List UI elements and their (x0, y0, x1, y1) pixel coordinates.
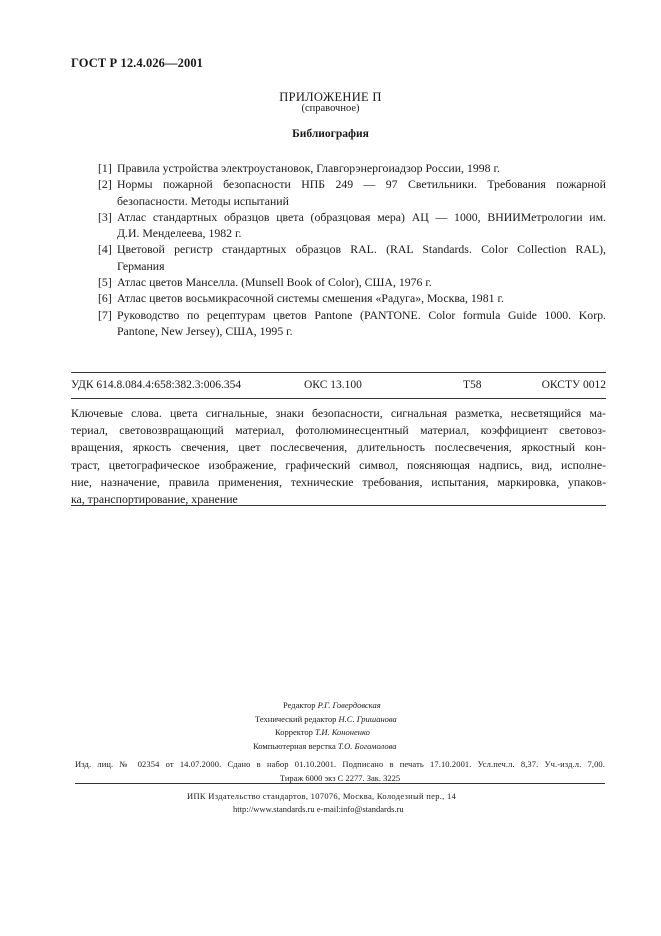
keywords-paragraph (71, 405, 606, 508)
bibliography-item (98, 176, 606, 209)
reference-line: Атлас стандартных образцов цвета (образцовая мера) АЦ — 1000, ВНИИМетрологии им. (117, 209, 606, 224)
standard-header: ГОСТ Р 12.4.026—2001 (71, 56, 204, 70)
reference-line: Нормы пожарной безопасности НПБ 249 — 97 Светильники. Требования пожарной (117, 177, 606, 192)
imprint-line: Тираж 6000 экз С 2277. Зак. 3225 (279, 772, 401, 783)
keywords-line: траст, цветографическое изображение, графический символ, поясняющая надпись, вид, исполне- (71, 457, 606, 472)
reference-text (117, 209, 606, 242)
credit-role: Редактор (283, 700, 316, 710)
reference-line: Цветовой регистр стандартных образцов RAL. (RAL Standards. Color Collection RAL), (117, 242, 606, 257)
publisher-address: ИПК Издательство стандартов, 107076, Москва, Колодезный пер., 14 (187, 791, 457, 801)
divider-bottom (71, 505, 606, 506)
keywords-line: ка, транспортирование, хранение (71, 492, 238, 507)
divider-middle (71, 398, 606, 399)
print-imprint (75, 758, 605, 785)
credit-tech-editor (255, 713, 397, 727)
credit-role: Компьютерная верстка (253, 741, 336, 752)
credit-editor (283, 699, 381, 713)
bibliography-item (98, 160, 606, 176)
reference-text (117, 290, 606, 306)
reference-number: [7] (98, 307, 112, 322)
reference-line: Правила устройства электроустановок, Главгорэнергоиадзор России, 1998 г. (117, 161, 500, 175)
reference-line: Pantone, New Jersey), США, 1995 г. (117, 323, 293, 338)
keywords-line: Ключевые слова. цвета сигнальные, знаки безопасности, сигнальная разметка, несветящийся ма- (71, 406, 606, 420)
reference-text (117, 241, 606, 274)
credit-role: Технический редактор (255, 713, 337, 724)
okstu-code: ОКСТУ 0012 (541, 379, 606, 391)
reference-text (117, 307, 606, 340)
reference-line: Д.И. Менделеева, 1982 г. (117, 226, 242, 241)
reference-line: Германия (117, 258, 165, 273)
divider-imprint (75, 783, 605, 784)
reference-line: Атлас цветов Манселла. (Munsell Book of Color), США, 1976 г. (117, 275, 432, 290)
bibliography-item (98, 274, 606, 290)
credit-name: Р.Г. Говердовская (317, 700, 381, 710)
reference-line: безопасности. Методы испытаний (117, 193, 289, 208)
reference-number: [6] (98, 291, 112, 306)
keywords-line: териал, световозвращающий материал, фотолюминесцентный материал, коэффициент световоз- (71, 423, 606, 438)
credit-role: Корректор (275, 727, 313, 738)
group-code: Т58 (463, 379, 482, 391)
bibliography-list (98, 160, 606, 339)
divider-top (71, 372, 606, 373)
reference-line: Атлас цветов восьмикрасочной системы смешения «Радуга», Москва, 1981 г. (117, 291, 504, 306)
reference-text (117, 274, 606, 290)
keywords-line: вращения, яркость свечения, цвет послесвечения, длительность послесвечения, яркостный кон- (71, 440, 606, 455)
credit-name: Т.И. Кононенко (315, 727, 370, 738)
reference-line: Руководство по рецептурам цветов Pantone (PANTONE. Color formula Guide 1000. Korp. (117, 307, 606, 322)
keywords-line: ние, назначение, правила применения, технические требования, испытания, маркировка, упаков- (71, 474, 606, 489)
credit-name: Т.О. Богомолова (337, 741, 397, 752)
reference-number: [3] (98, 209, 112, 224)
oks-code: ОКС 13.100 (304, 379, 362, 391)
classification-row (71, 379, 606, 395)
reference-text (117, 176, 606, 209)
bibliography-item (98, 241, 606, 274)
reference-number: [4] (98, 242, 112, 257)
reference-number: [1] (98, 161, 112, 175)
reference-text (117, 160, 606, 176)
appendix-title: ПРИЛОЖЕНИЕ П (279, 90, 382, 104)
bibliography-title: Библиография (292, 128, 369, 140)
credit-layout (253, 740, 396, 754)
appendix-subtitle: (справочное) (301, 103, 360, 114)
reference-number: [2] (98, 177, 112, 192)
bibliography-item (98, 290, 606, 306)
bibliography-item (98, 307, 606, 340)
reference-number: [5] (98, 275, 112, 290)
bibliography-item (98, 209, 606, 242)
udk-code: УДК 614.8.084.4:658:382.3:006.354 (71, 379, 242, 391)
publisher-contacts: http://www.standards.ru e-mail:info@standards.ru (233, 804, 404, 814)
credit-corrector (275, 726, 370, 740)
credit-name: Н.С. Гришанова (338, 713, 397, 724)
imprint-line: Изд. лиц. № 02354 от 14.07.2000. Сдано в набор 01.10.2001. Подписано в печать 17.10.2001. Усл.печ.л. 8,37. Уч.-изд.л. 7,00. (75, 759, 605, 769)
